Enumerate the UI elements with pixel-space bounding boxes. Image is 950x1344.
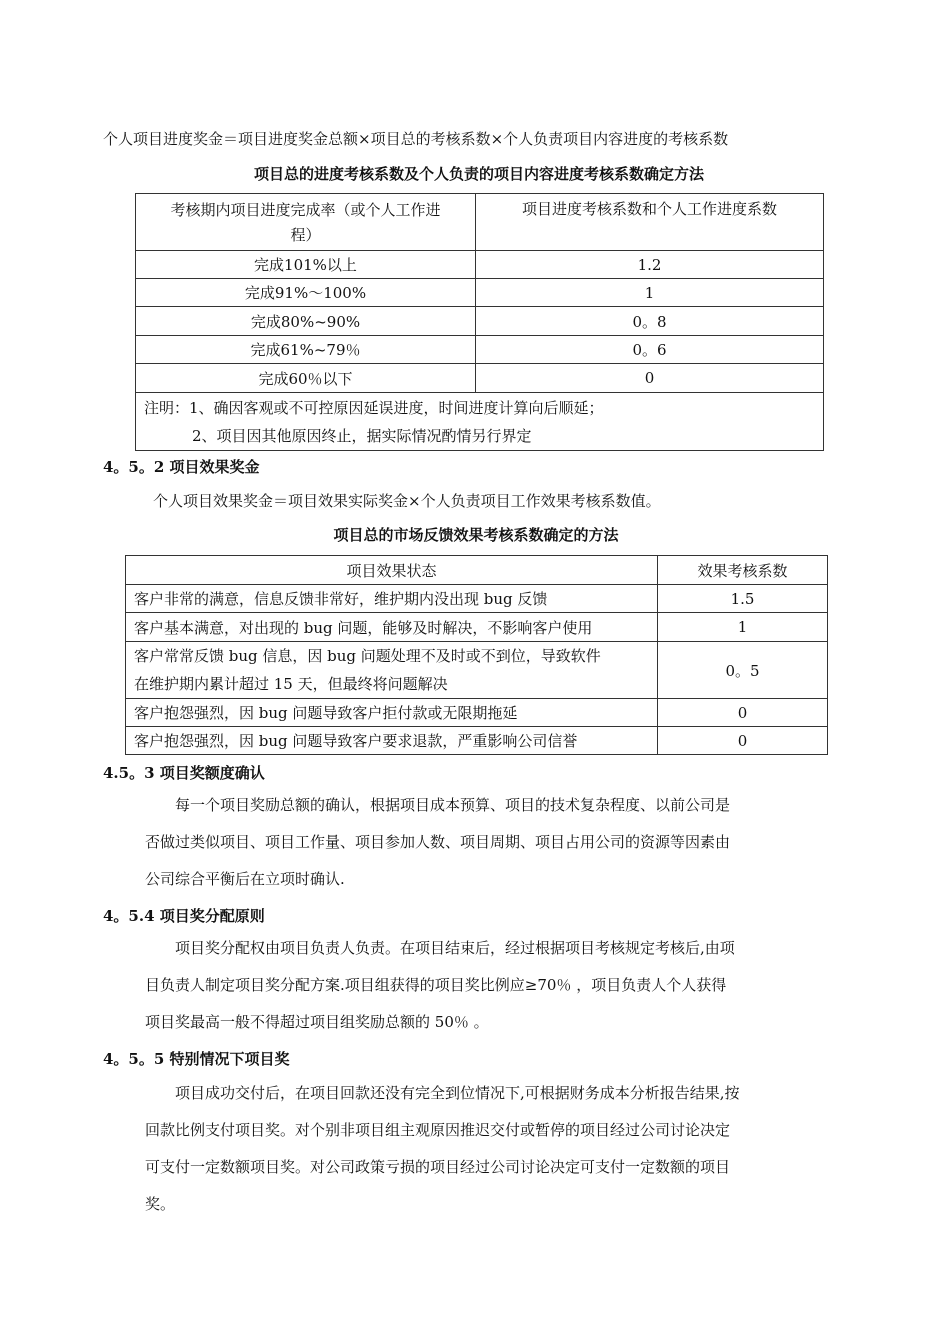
table2-coef-cell: 1: [658, 613, 828, 642]
table-row: [126, 727, 828, 755]
section-453-heading: 4.5。3 项目奖额度确认: [103, 764, 265, 782]
table-row: [136, 279, 824, 307]
table1-range-cell: 完成60％以下: [136, 364, 476, 393]
table1-coef-cell: 0。6: [476, 336, 824, 364]
table2-state-cell: 客户抱怨强烈，因 bug 问题导致客户要求退款，严重影响公司信誉: [126, 727, 658, 755]
progress-coefficient-table: [135, 193, 824, 451]
paragraph-line: 每一个项目奖励总额的确认，根据项目成本预算、项目的技术复杂程度、以前公司是: [175, 796, 731, 814]
table1-header-left-line2: 程）: [290, 226, 321, 244]
table1-note-line2: 2、项目因其他原因终止，据实际情况酌情另行界定: [192, 426, 532, 445]
table2-title: 项目总的市场反馈效果考核系数确定的方法: [333, 526, 619, 544]
table1-range-cell: 完成80%~90%: [136, 307, 476, 336]
table-row: [126, 613, 828, 642]
paragraph-line: 回款比例支付项目奖。对个别非项目组主观原因推迟交付或暂停的项目经过公司讨论决定: [145, 1121, 731, 1139]
section-454-heading: 4。5.4 项目奖分配原则: [103, 907, 265, 925]
table1-coef-cell: 1.2: [476, 251, 824, 279]
table2-coef-cell: 1.5: [658, 585, 828, 613]
table1-coef-cell: 0: [476, 364, 824, 393]
paragraph-line: 目负责人制定项目奖分配方案.项目组获得的项目奖比例应≥70％ ，项目负责人个人获得: [145, 976, 727, 994]
paragraph-line: 公司综合平衡后在立项时确认.: [145, 870, 345, 888]
table-row: [136, 364, 824, 393]
table2-state-cell: 客户基本满意，对出现的 bug 问题，能够及时解决，不影响客户使用: [126, 613, 658, 642]
table1-note-row: [136, 393, 824, 451]
section-453-body: [145, 787, 805, 898]
section-452-heading: 4。5。2 项目效果奖金: [103, 458, 260, 476]
table-row: [136, 336, 824, 364]
paragraph-line: 项目奖最高一般不得超过项目组奖励总额的 50％ 。: [145, 1013, 489, 1031]
table2-header-right: 效果考核系数: [658, 556, 828, 585]
section-455-heading: 4。5。5 特别情况下项目奖: [103, 1050, 290, 1068]
table1-header-left: [136, 194, 476, 251]
table1-note: [136, 393, 824, 451]
table1-coef-cell: 1: [476, 279, 824, 307]
table2-state-cell: 客户抱怨强烈，因 bug 问题导致客户拒付款或无限期拖延: [126, 699, 658, 727]
section-455-body: [145, 1075, 805, 1223]
table1-coef-cell: 0。8: [476, 307, 824, 336]
table1-range-cell: 完成91%～100%: [136, 279, 476, 307]
table-row: [126, 642, 828, 699]
paragraph-line: 否做过类似项目、项目工作量、项目参加人数、项目周期、项目占用公司的资源等因素由: [145, 833, 731, 851]
table1-range-cell: 完成61%~79％: [136, 336, 476, 364]
table2-state-line2: 在维护期内累计超过 15 天，但最终将问题解决: [134, 675, 448, 693]
table1-header-left-line1: 考核期内项目进度完成率（或个人工作进: [170, 201, 441, 219]
table-row: [136, 251, 824, 279]
table1-header-right: 项目进度考核系数和个人工作进度系数: [476, 194, 824, 251]
paragraph-line: 奖。: [145, 1195, 176, 1213]
section-454-body: [145, 930, 805, 1041]
paragraph-line: 可支付一定数额项目奖。对公司政策亏损的项目经过公司讨论决定可支付一定数额的项目: [145, 1158, 731, 1176]
table-row: [126, 699, 828, 727]
table-row: [126, 585, 828, 613]
table2-header-row: [126, 556, 828, 585]
table2-coef-cell: 0: [658, 699, 828, 727]
table2-state-cell: 客户非常的满意，信息反馈非常好，维护期内没出现 bug 反馈: [126, 585, 658, 613]
table2-coef-cell: 0: [658, 727, 828, 755]
intro-formula: 个人项目进度奖金＝项目进度奖金总额×项目总的考核系数×个人负责项目内容进度的考核系数: [103, 130, 729, 148]
table1-header-row: [136, 194, 824, 251]
table1-title: 项目总的进度考核系数及个人负责的项目内容进度考核系数确定方法: [253, 165, 704, 183]
table2-state-cell: [126, 642, 658, 699]
table-row: [136, 307, 824, 336]
section-452-formula: 个人项目效果奖金＝项目效果实际奖金×个人负责项目工作效果考核系数值。: [153, 492, 661, 510]
table2-state-line1: 客户常常反馈 bug 信息，因 bug 问题处理不及时或不到位，导致软件: [134, 647, 601, 665]
table1-range-cell: 完成101%以上: [136, 251, 476, 279]
effect-coefficient-table: [125, 555, 828, 755]
table2-coef-cell: 0。5: [658, 642, 828, 699]
paragraph-line: 项目奖分配权由项目负责人负责。在项目结束后，经过根据项目考核规定考核后,由项: [175, 939, 735, 957]
table1-note-line1: 注明：1、确因客观或不可控原因延误进度，时间进度计算向后顺延；: [144, 398, 604, 417]
table2-header-left: 项目效果状态: [126, 556, 658, 585]
paragraph-line: 项目成功交付后，在项目回款还没有完全到位情况下,可根据财务成本分析报告结果,按: [175, 1084, 740, 1102]
